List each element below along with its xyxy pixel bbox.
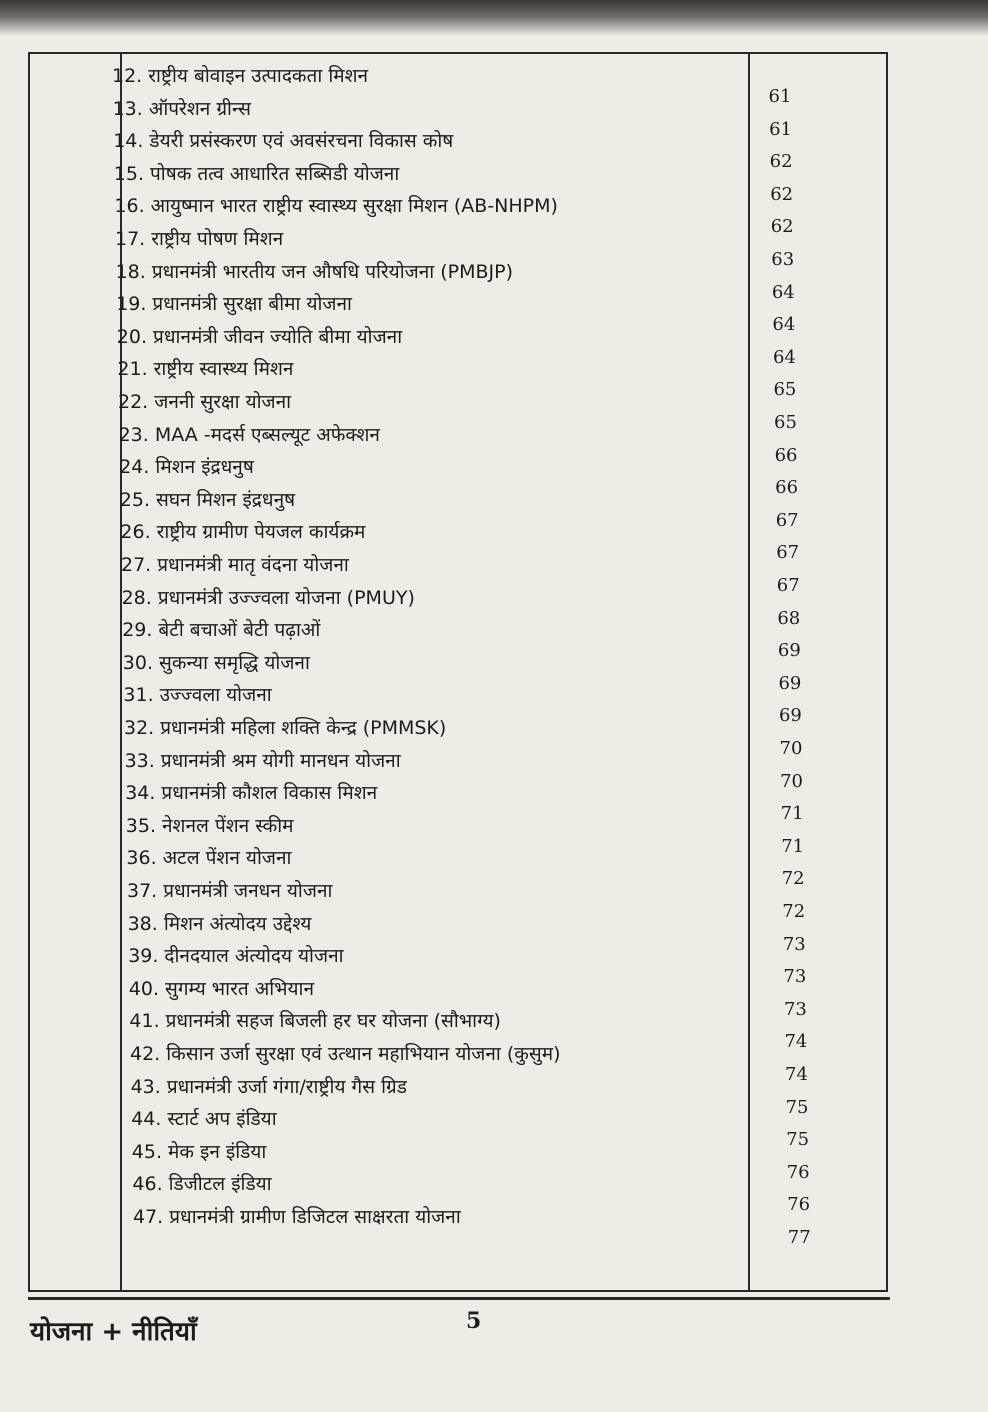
toc-entry-title: प्रधानमंत्री ग्रामीण डिजिटल साक्षरता योजना xyxy=(169,1206,461,1228)
toc-entry-title: सुगम्य भारत अभियान xyxy=(165,977,314,1000)
toc-entry-number: 34. xyxy=(125,782,156,805)
toc-entry xyxy=(125,777,665,809)
toc-entry-page: 62 xyxy=(770,183,794,205)
toc-entry-title: प्रधानमंत्री जीवन ज्योति बीमा योजना xyxy=(153,325,403,348)
toc-entry-title: आयुष्मान भारत राष्ट्रीय स्वास्थ्य सुरक्षा मिशन (AB-NHPM) xyxy=(150,195,558,218)
toc-entry-number: 45. xyxy=(131,1140,163,1163)
toc-entry-page: 67 xyxy=(776,542,800,564)
toc-entry-page: 68 xyxy=(777,607,801,629)
toc-entry xyxy=(113,93,653,125)
toc-entry xyxy=(122,614,662,646)
toc-entry-page: 63 xyxy=(771,249,795,270)
toc-entry-number: 40. xyxy=(128,977,160,1000)
toc-entry-title: प्रधानमंत्री महिला शक्ति केन्द्र (PMMSK) xyxy=(160,717,447,739)
toc-entry-title: दीनदयाल अंत्योदय योजना xyxy=(164,945,344,968)
toc-entry-page: 72 xyxy=(781,868,805,890)
toc-entry xyxy=(130,1038,670,1070)
toc-entry xyxy=(123,679,663,711)
toc-entry xyxy=(129,1005,669,1037)
toc-entry xyxy=(121,549,661,581)
toc-entry-title: सुकन्या समृद्धि योजना xyxy=(159,651,310,674)
toc-entry-title: बेटी बचाओं बेटी पढ़ाओं xyxy=(158,619,321,642)
toc-entry-number: 32. xyxy=(124,717,155,739)
toc-entry-number: 25. xyxy=(119,488,151,511)
toc-entry-number: 39. xyxy=(128,945,159,968)
toc-entry xyxy=(118,386,658,418)
toc-entry xyxy=(120,516,660,548)
toc-entry-title: प्रधानमंत्री सहज बिजली हर घर योजना (सौभाग्य) xyxy=(165,1010,501,1033)
toc-entry xyxy=(119,419,659,451)
toc-entry-page: 67 xyxy=(776,575,800,596)
toc-entry xyxy=(116,288,656,320)
toc-entry-page: 61 xyxy=(769,118,792,140)
toc-entry-page: 73 xyxy=(783,966,807,988)
toc-entry xyxy=(123,647,663,679)
toc-entry-title: प्रधानमंत्री उज्ज्वला योजना (PMUY) xyxy=(157,586,415,609)
toc-entry-number: 36. xyxy=(126,847,157,870)
toc-entry xyxy=(117,353,657,385)
toc-entry-title: डिजीटल इंडिया xyxy=(168,1173,272,1196)
toc-entry-title: राष्ट्रीय बोवाइन उत्पादकता मिशन xyxy=(148,65,369,87)
toc-entry xyxy=(124,712,664,744)
toc-entry-number: 41. xyxy=(129,1010,160,1033)
toc-entry-page: 65 xyxy=(774,412,797,433)
toc-entry xyxy=(132,1136,672,1168)
toc-entry xyxy=(129,973,669,1005)
toc-entry-page: 77 xyxy=(787,1227,811,1248)
toc-entry-page: 70 xyxy=(779,738,803,759)
toc-entry-title: प्रधानमंत्री कौशल विकास मिशन xyxy=(161,782,378,805)
toc-entry-page: 69 xyxy=(777,640,801,662)
toc-entry-title: प्रधानमंत्री भारतीय जन औषधि परियोजना (PMBJP) xyxy=(151,260,513,283)
toc-entry-page: 66 xyxy=(775,477,799,499)
toc-entry xyxy=(114,190,654,222)
toc-entry-number: 38. xyxy=(127,912,158,935)
toc-entry-title: राष्ट्रीय ग्रामीण पेयजल कार्यक्रम xyxy=(156,521,366,544)
toc-entry-title: MAA -मदर्स एब्सल्यूट अफेक्शन xyxy=(154,423,380,446)
toc-entry-page: 72 xyxy=(782,901,806,922)
toc-entry-title: राष्ट्रीय पोषण मिशन xyxy=(151,228,284,250)
toc-entry-page: 70 xyxy=(780,770,803,792)
toc-entry-number: 46. xyxy=(132,1173,163,1196)
toc-entry-number: 42. xyxy=(130,1043,161,1065)
toc-entry-title: जननी सुरक्षा योजना xyxy=(154,391,292,413)
toc-entry-page: 71 xyxy=(780,803,804,825)
toc-entry-number: 28. xyxy=(121,586,152,609)
toc-entry xyxy=(115,223,655,255)
toc-entry-page: 69 xyxy=(778,672,802,694)
toc-entry xyxy=(131,1071,671,1103)
toc-entry-number: 17. xyxy=(115,228,146,250)
toc-entry xyxy=(126,810,666,842)
toc-entry xyxy=(133,1201,673,1233)
toc-entry xyxy=(122,582,662,614)
toc-entry-page: 74 xyxy=(784,1031,808,1053)
toc-entry-title: प्रधानमंत्री उर्जा गंगा/राष्ट्रीय गैस ग्रिड xyxy=(166,1075,407,1098)
toc-entry-number: 47. xyxy=(133,1206,164,1228)
toc-entry-page: 75 xyxy=(786,1129,810,1151)
toc-entry-title: डेयरी प्रसंस्करण एवं अवसंरचना विकास कोष xyxy=(149,130,454,153)
toc-entry-number: 20. xyxy=(116,325,148,348)
toc-entry-number: 44. xyxy=(131,1108,162,1131)
toc-entry-title: मिशन अंत्योदय उद्देश्य xyxy=(163,912,312,935)
toc-entry xyxy=(125,745,665,777)
toc-entry-title: किसान उर्जा सुरक्षा एवं उत्थान महाभियान योजना (कुसुम) xyxy=(166,1043,561,1065)
toc-entry-number: 19. xyxy=(116,293,147,316)
toc-entry-page: 75 xyxy=(785,1096,809,1118)
toc-entry-title: पोषक तत्व आधारित सब्सिडी योजना xyxy=(150,162,400,185)
toc-entry xyxy=(113,125,653,157)
toc-entry-page: 67 xyxy=(775,509,799,531)
toc-entry-number: 31. xyxy=(123,684,154,707)
toc-entry-title: नेशनल पेंशन स्कीम xyxy=(162,814,294,837)
toc-entry-page: 64 xyxy=(771,281,795,303)
toc-entry-number: 21. xyxy=(117,358,148,381)
toc-entry-title: अटल पेंशन योजना xyxy=(162,847,292,870)
toc-entry-title: मिशन इंद्रधनुष xyxy=(155,456,254,479)
toc-entry-page: 61 xyxy=(768,86,792,107)
photo-top-shadow xyxy=(0,0,988,36)
toc-entry xyxy=(112,60,652,92)
toc-entry xyxy=(119,451,659,483)
footer-rule xyxy=(28,1297,890,1300)
toc-entry-number: 14. xyxy=(113,130,144,153)
toc-entry-number: 15. xyxy=(113,162,145,185)
toc-entry-title: मेक इन इंडिया xyxy=(168,1140,267,1163)
toc-entry-number: 43. xyxy=(130,1075,161,1098)
toc-entry-title: सघन मिशन इंद्रधनुष xyxy=(156,488,296,511)
toc-entry-number: 35. xyxy=(125,814,157,837)
toc-entry-number: 37. xyxy=(127,880,158,902)
toc-entry-page: 69 xyxy=(778,705,802,727)
toc-entry-title: उज्ज्वला योजना xyxy=(159,684,272,707)
toc-entry xyxy=(116,256,656,288)
toc-entry xyxy=(114,158,654,190)
toc-entry-page: 73 xyxy=(782,933,806,955)
toc-entry-title: ऑपरेशन ग्रीन्स xyxy=(148,97,251,120)
toc-entry xyxy=(132,1168,672,1200)
toc-entry-page: 76 xyxy=(787,1194,811,1216)
toc-entry-number: 16. xyxy=(114,195,145,218)
toc-entry-number: 23. xyxy=(118,423,149,446)
footer-page-number: 5 xyxy=(466,1308,482,1334)
toc-entry-page: 66 xyxy=(774,444,798,466)
toc-entry xyxy=(126,842,666,874)
toc-entry-page: 64 xyxy=(772,314,796,336)
toc-entry-title: प्रधानमंत्री जनधन योजना xyxy=(163,880,333,902)
toc-entry-title: स्टार्ट अप इंडिया xyxy=(167,1108,277,1131)
toc-entry xyxy=(127,875,667,907)
toc-entry-page: 71 xyxy=(781,835,805,857)
toc-entry-number: 24. xyxy=(119,456,150,479)
toc-entry-number: 26. xyxy=(120,521,151,544)
footer-book-title: योजना + नीतियाँ xyxy=(30,1317,197,1347)
toc-entry-page: 73 xyxy=(783,998,807,1020)
toc-entry-title: राष्ट्रीय स्वास्थ्य मिशन xyxy=(153,358,294,381)
toc-entry-number: 30. xyxy=(122,651,154,674)
toc-entry-number: 13. xyxy=(112,97,143,120)
toc-entry xyxy=(131,1103,671,1135)
toc-entry xyxy=(128,908,668,940)
toc-entry-page: 64 xyxy=(772,346,796,368)
toc-entry-number: 29. xyxy=(122,619,153,642)
toc-entry-page: 76 xyxy=(786,1161,810,1183)
toc-entries xyxy=(30,54,886,1290)
toc-entry-title: प्रधानमंत्री श्रम योगी मानधन योजना xyxy=(160,749,401,772)
toc-entry-title: प्रधानमंत्री मातृ वंदना योजना xyxy=(157,554,349,576)
table-of-contents xyxy=(28,52,888,1292)
toc-entry-number: 22. xyxy=(118,391,149,413)
toc-entry-page: 62 xyxy=(769,151,793,173)
toc-entry-page: 62 xyxy=(770,216,794,238)
toc-entry xyxy=(128,940,668,972)
toc-entry-title: प्रधानमंत्री सुरक्षा बीमा योजना xyxy=(152,293,352,316)
toc-entry-number: 18. xyxy=(115,260,146,283)
toc-entry-number: 12. xyxy=(112,65,143,87)
toc-entry xyxy=(117,321,657,353)
toc-entry-page: 74 xyxy=(785,1064,808,1085)
toc-entry-page: 65 xyxy=(773,379,797,401)
toc-entry-number: 33. xyxy=(124,749,155,772)
toc-entry xyxy=(120,484,660,516)
toc-entry-number: 27. xyxy=(121,554,152,576)
